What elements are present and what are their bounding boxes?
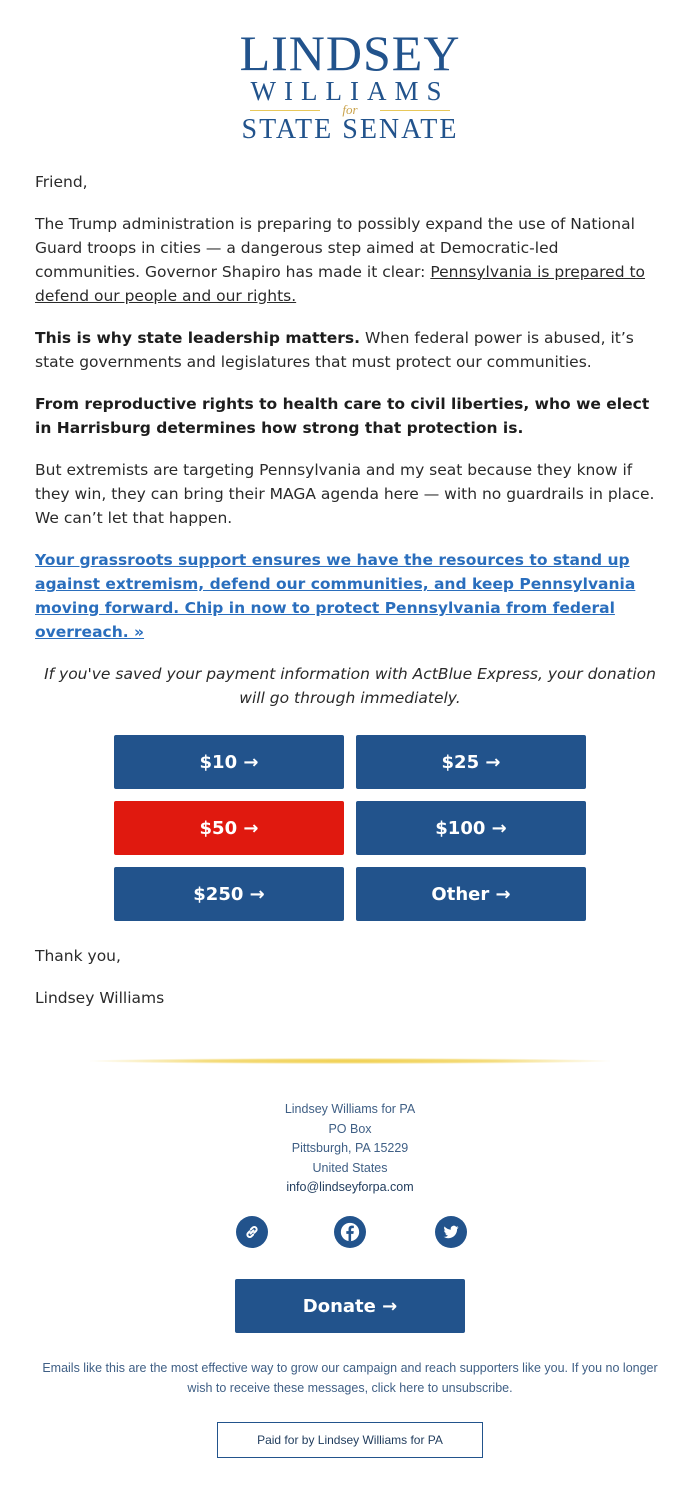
paragraph-2-text: When federal power is abused, it’s state governments and legislatures that must protect our communities. <box>35 329 634 371</box>
campaign-logo <box>0 25 700 145</box>
donate-other-button[interactable]: Other → <box>356 867 586 921</box>
donate-button[interactable]: Donate → <box>235 1279 465 1333</box>
address-city: Pittsburgh, PA 15229 <box>291 1141 409 1155</box>
cta-paragraph <box>35 548 665 644</box>
facebook-icon[interactable] <box>334 1216 366 1248</box>
donate-10-button[interactable]: $10 → <box>114 735 344 789</box>
paragraph-3 <box>35 392 665 440</box>
address-org: Lindsey Williams for PA <box>284 1102 416 1116</box>
address-country: United States <box>312 1160 388 1175</box>
social-links <box>0 1216 700 1248</box>
donate-250-button[interactable]: $250 → <box>114 867 344 921</box>
donate-25-button[interactable]: $25 → <box>356 735 586 789</box>
paragraph-2 <box>35 326 665 374</box>
mailing-address <box>0 1100 700 1198</box>
actblue-note: If you've saved your payment information with ActBlue Express, your donation will go through immediately. <box>44 665 656 707</box>
logo-for: for <box>0 104 700 116</box>
link-icon[interactable] <box>236 1216 268 1248</box>
signoff <box>35 944 164 1028</box>
donate-100-button[interactable]: $100 → <box>356 801 586 855</box>
paragraph-1-text: The Trump administration is preparing to possibly expand the use of National Guard troops in cities — a dangerous step aimed at Democratic-led communities. Governor Shapiro has made it clear: <box>35 215 635 281</box>
email-body <box>35 170 665 728</box>
twitter-icon[interactable] <box>435 1216 467 1248</box>
paragraph-1 <box>35 212 665 308</box>
logo-line-lindsey: LINDSEY <box>239 25 461 81</box>
gold-divider <box>90 1058 610 1064</box>
signature-name: Lindsey Williams <box>35 989 165 1007</box>
paragraph-3-bold: From reproductive rights to health care to civil liberties, who we elect in Harrisburg determines how strong that protection is. <box>35 395 650 437</box>
logo-line-williams: WILLIAMS <box>250 76 450 106</box>
paid-for-disclaimer: Paid for by Lindsey Williams for PA <box>217 1422 483 1458</box>
contact-email-link[interactable]: info@lindseyforpa.com <box>286 1180 414 1194</box>
donate-50-button[interactable]: $50 → <box>114 801 344 855</box>
greeting: Friend, <box>35 173 88 191</box>
address-po: PO Box <box>328 1121 372 1136</box>
chip-in-link[interactable]: Your grassroots support ensures we have the resources to stand up against extremism, defend our communities, and keep Pennsylvania moving forward. Chip in now to protect Pennsylvania from federal overreach. » <box>35 551 636 641</box>
logo-line-state-senate: STATE SENATE <box>241 114 459 145</box>
shapiro-link[interactable]: Pennsylvania is prepared to defend our people and our rights. <box>35 263 646 305</box>
paragraph-2-bold: This is why state leadership matters. <box>35 329 361 347</box>
paragraph-4: But extremists are targeting Pennsylvania and my seat because they know if they win, they can bring their MAGA agenda here — with no guardrails in place. We can’t let that happen. <box>35 461 655 527</box>
thanks-text: Thank you, <box>35 947 121 965</box>
unsubscribe-footer[interactable]: Emails like this are the most effective way to grow our campaign and reach supporters like you. If you no longer wish to receive these messages, click here to unsubscribe. <box>42 1361 658 1395</box>
